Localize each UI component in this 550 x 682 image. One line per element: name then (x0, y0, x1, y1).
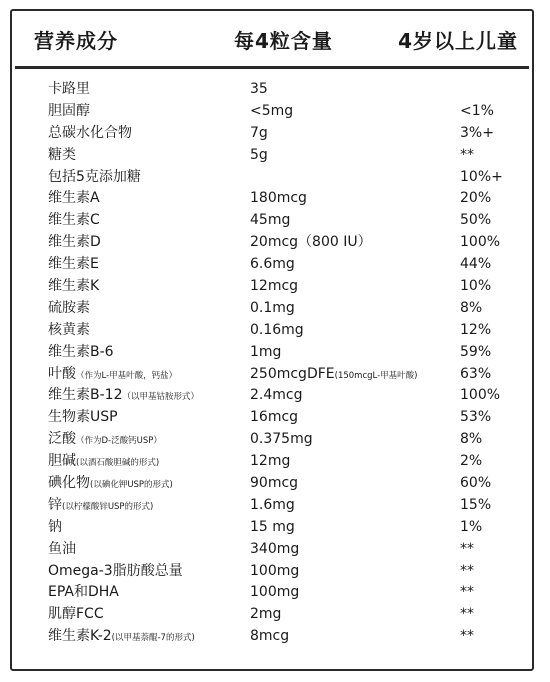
amount-value: 340mg (250, 540, 300, 557)
table-row (12, 275, 532, 297)
daily-value: 50% (460, 212, 492, 229)
nutrient-label: 维生素E (48, 256, 99, 273)
amount-value: 12mg (250, 453, 291, 470)
amount-value: 250mcgDFE (250, 365, 335, 382)
nutrient-label: 肌醇FCC (48, 606, 104, 623)
nutrient-name (48, 430, 162, 450)
amount-value: 45mg (250, 212, 291, 229)
amount-per-serving (250, 583, 299, 601)
table-row (12, 122, 532, 144)
amount-per-serving (250, 102, 293, 120)
nutrient-name (48, 562, 183, 580)
nutrient-form-note: (以酒石酸胆碱的形式) (76, 458, 160, 469)
nutrient-label: 维生素C (48, 212, 100, 229)
amount-value: 1.6mg (250, 496, 295, 513)
daily-value: 44% (460, 256, 492, 273)
amount-per-serving (250, 627, 289, 645)
daily-value: 60% (460, 475, 492, 492)
nutrient-name (48, 343, 114, 361)
amount-per-serving (250, 211, 290, 229)
amount-per-serving (250, 146, 268, 164)
nutrient-label: 钠 (48, 518, 62, 535)
amount-per-serving (250, 562, 299, 580)
daily-value: 12% (460, 321, 492, 338)
daily-value: 8% (460, 299, 483, 316)
nutrient-name (48, 408, 118, 426)
daily-value: ** (460, 146, 474, 163)
daily-value: 15% (460, 496, 492, 513)
table-row (12, 406, 532, 428)
table-row (12, 428, 532, 450)
header-amount: 每4粒含量 (234, 29, 333, 53)
table-row (12, 516, 532, 538)
amount-per-serving (250, 605, 281, 623)
daily-value: 53% (460, 409, 492, 426)
header-nutrient: 营养成分 (34, 29, 118, 53)
table-row (12, 319, 532, 341)
nutrient-label: 总碳水化合物 (48, 124, 132, 141)
amount-value: 90mcg (250, 475, 299, 492)
nutrient-name (48, 233, 101, 251)
nutrient-label: 鱼油 (48, 540, 76, 557)
table-row (12, 494, 532, 516)
table-row (12, 625, 532, 647)
nutrient-name (48, 102, 90, 120)
nutrient-name (48, 277, 99, 295)
nutrient-label: 糖类 (48, 146, 76, 163)
nutrient-name (48, 124, 132, 142)
nutrient-name (48, 540, 76, 558)
daily-value: ** (460, 628, 474, 645)
nutrient-form-note: （以甲基钴胺形式） (122, 392, 199, 403)
nutrient-label: 泛酸 (48, 431, 76, 448)
nutrient-name (48, 496, 153, 516)
table-row (12, 581, 532, 603)
daily-value: 100% (460, 387, 501, 404)
nutrient-name (48, 518, 62, 536)
table-row (12, 341, 532, 363)
table-row (12, 78, 532, 100)
nutrient-table (12, 78, 532, 647)
daily-value: ** (460, 606, 474, 623)
amount-per-serving (250, 255, 295, 273)
nutrient-label: 维生素A (48, 190, 100, 207)
nutrient-form-note: (以甲基萘醌-7的形式) (111, 633, 195, 644)
amount-value: 35 (250, 81, 268, 97)
table-row (12, 384, 532, 406)
amount-value: 2mg (250, 606, 282, 623)
amount-per-serving (250, 233, 372, 251)
table-row (12, 450, 532, 472)
nutrient-name (48, 321, 90, 339)
nutrient-label: 胆固醇 (48, 102, 90, 119)
amount-value: 0.1mg (250, 299, 295, 316)
nutrient-label: 维生素K (48, 278, 100, 295)
nutrient-form-note: (以碘化钾USP的形式) (90, 480, 173, 491)
nutrient-name (48, 627, 195, 647)
amount-per-serving (250, 321, 304, 339)
table-row (12, 144, 532, 166)
nutrient-label: 卡路里 (48, 81, 90, 97)
table-row (12, 472, 532, 494)
daily-value: 1% (460, 518, 483, 535)
amount-per-serving (250, 365, 417, 385)
amount-value: 1mg (250, 343, 282, 360)
amount-value: 100mg (250, 562, 300, 579)
nutrient-label: 维生素D (48, 234, 101, 251)
header-divider (15, 66, 529, 69)
daily-value: 3%+ (460, 124, 494, 141)
nutrient-name (48, 168, 141, 186)
nutrient-label: 维生素K-2 (48, 628, 112, 645)
nutrient-label: 核黄素 (48, 321, 90, 338)
amount-per-serving (250, 540, 299, 558)
nutrient-label: 胆碱 (48, 453, 76, 470)
daily-value: 63% (460, 365, 492, 382)
amount-per-serving (250, 189, 307, 207)
amount-value: 0.16mg (250, 321, 304, 338)
daily-value: 10% (460, 278, 492, 295)
nutrient-name (48, 255, 99, 273)
table-row (12, 363, 532, 385)
amount-per-serving (250, 299, 295, 317)
amount-per-serving (250, 277, 298, 295)
nutrient-label: 锌 (48, 496, 62, 513)
amount-per-serving (250, 408, 298, 426)
amount-value: 180mcg (250, 190, 307, 207)
amount-value: 0.375mg (250, 431, 313, 448)
amount-per-serving (250, 386, 303, 404)
daily-value: ** (460, 584, 474, 601)
table-row (12, 231, 532, 253)
nutrient-name (48, 605, 104, 623)
nutrient-label: 叶酸 (48, 365, 76, 382)
table-row (12, 297, 532, 319)
amount-value: 6.6mg (250, 256, 295, 273)
nutrient-name (48, 583, 119, 601)
amount-note: (150mcgL-甲基叶酸) (334, 370, 418, 381)
amount-value: 100mg (250, 584, 300, 601)
amount-value: 8mcg (250, 628, 290, 645)
nutrient-name (48, 80, 90, 98)
daily-value: 10%+ (460, 168, 503, 185)
nutrition-facts-panel (10, 9, 534, 671)
nutrient-name (48, 211, 100, 229)
amount-value: 5g (250, 146, 268, 163)
nutrient-label: 维生素B-6 (48, 343, 114, 360)
amount-value: 20mcg（800 IU） (250, 234, 372, 251)
daily-value: 2% (460, 453, 483, 470)
table-row (12, 187, 532, 209)
amount-per-serving (250, 80, 268, 98)
nutrient-name (48, 452, 159, 472)
nutrient-label: Omega-3脂肪酸总量 (48, 562, 183, 579)
nutrient-name (48, 386, 199, 406)
amount-per-serving (250, 452, 290, 470)
table-row (12, 209, 532, 231)
nutrient-name (48, 146, 76, 164)
table-row (12, 253, 532, 275)
daily-value: ** (460, 562, 474, 579)
table-row (12, 603, 532, 625)
amount-per-serving (250, 430, 313, 448)
nutrient-form-note: (以柠檬酸锌USP的形式) (62, 501, 154, 512)
daily-value: <1% (460, 102, 494, 119)
nutrient-label: 包括5克添加糖 (48, 168, 141, 185)
amount-per-serving (250, 343, 281, 361)
amount-value: 7g (250, 124, 268, 141)
nutrient-label: 硫胺素 (48, 299, 90, 316)
table-row (12, 560, 532, 582)
amount-value: 2.4mcg (250, 387, 303, 404)
header-daily-value: 4岁以上儿童 (398, 29, 518, 53)
amount-per-serving (250, 124, 268, 142)
table-row (12, 538, 532, 560)
amount-per-serving (250, 474, 298, 492)
table-row (12, 166, 532, 188)
nutrient-label: 碘化物 (48, 475, 90, 492)
nutrient-form-note: （作为D-泛酸钙USP） (76, 436, 162, 447)
daily-value: 8% (460, 431, 483, 448)
daily-value: ** (460, 540, 474, 557)
nutrient-name (48, 299, 90, 317)
nutrient-label: EPA和DHA (48, 584, 119, 601)
daily-value: 20% (460, 190, 492, 207)
daily-value: 59% (460, 343, 492, 360)
amount-value: <5mg (250, 102, 294, 119)
amount-value: 15 mg (250, 518, 295, 535)
nutrient-label: 生物素USP (48, 409, 118, 426)
amount-value: 16mcg (250, 409, 299, 426)
nutrient-form-note: （作为L-甲基叶酸，钙盐） (76, 370, 178, 381)
nutrient-name (48, 365, 177, 385)
amount-per-serving (250, 496, 295, 514)
daily-value: 100% (460, 234, 501, 251)
amount-value: 12mcg (250, 278, 299, 295)
nutrient-label: 维生素B-12 (48, 387, 123, 404)
nutrient-name (48, 474, 173, 494)
table-row (12, 100, 532, 122)
table-header (12, 11, 532, 63)
nutrient-name (48, 189, 100, 207)
amount-per-serving (250, 518, 295, 536)
